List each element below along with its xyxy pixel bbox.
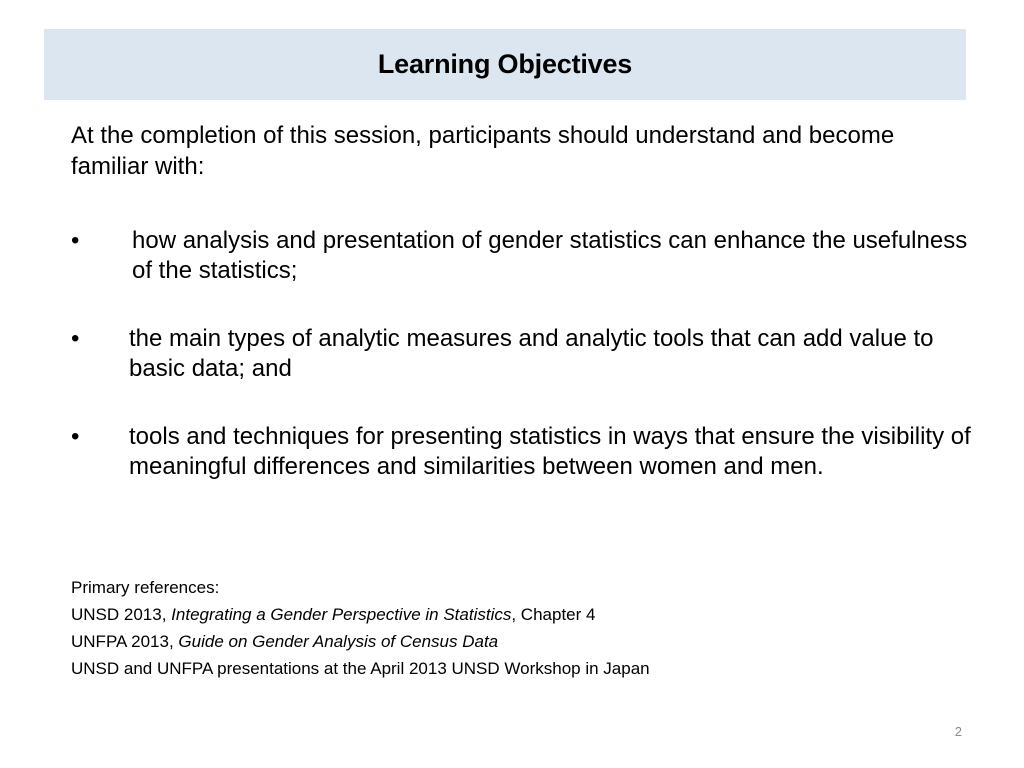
reference-title: Guide on Gender Analysis of Census Data xyxy=(178,632,499,651)
reference-title: Integrating a Gender Perspective in Statistics xyxy=(171,605,512,624)
references-heading: Primary references: xyxy=(71,578,220,597)
list-item xyxy=(71,422,971,482)
list-item-text: the main types of analytic measures and analytic tools that can add value to basic data; and xyxy=(129,325,934,382)
reference-item xyxy=(71,628,971,655)
objectives-list xyxy=(71,226,971,482)
list-item-text: how analysis and presentation of gender statistics can enhance the usefulness of the statistics; xyxy=(132,227,968,284)
page-number: 2 xyxy=(954,724,962,739)
references xyxy=(71,574,971,682)
slide-title: Learning Objectives xyxy=(377,49,633,79)
title-bar xyxy=(44,29,966,100)
reference-suffix: , Chapter 4 xyxy=(511,605,596,624)
bullet-icon: • xyxy=(71,423,80,450)
bullet-icon: • xyxy=(71,325,80,352)
reference-prefix: UNSD 2013, xyxy=(71,605,172,624)
list-item-text: tools and techniques for presenting statistics in ways that ensure the visibility of meaningful differences and similarities between women and men. xyxy=(129,423,971,480)
reference-item: UNSD and UNFPA presentations at the April 2013 UNSD Workshop in Japan xyxy=(71,659,650,678)
list-item xyxy=(71,324,971,384)
list-item xyxy=(71,226,971,286)
reference-item xyxy=(71,601,971,628)
bullet-icon: • xyxy=(71,227,80,254)
reference-prefix: UNFPA 2013, xyxy=(71,632,179,651)
intro-text: At the completion of this session, participants should understand and become familiar with: xyxy=(71,122,895,180)
